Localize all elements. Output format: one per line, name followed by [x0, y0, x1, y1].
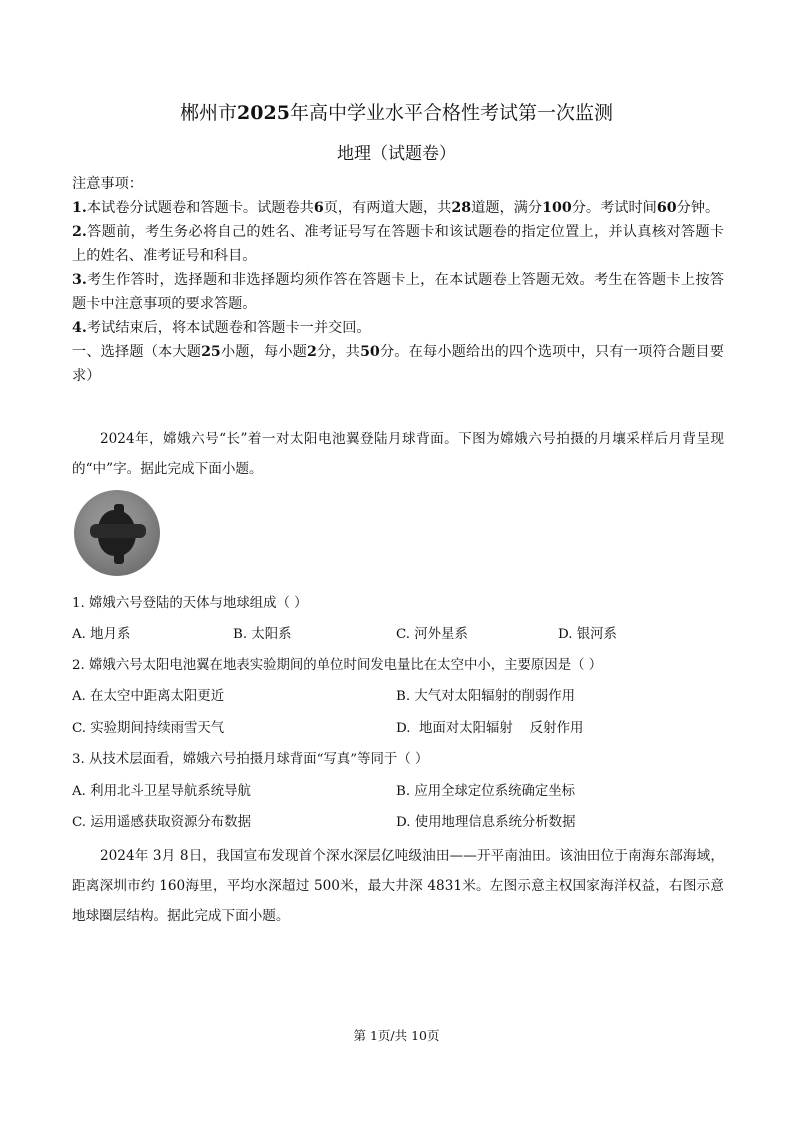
question-2-option-c[interactable]: C. 实验期间持续雨雪天气: [72, 721, 225, 736]
question-3-stem: 3. 从技术层面看，嫦娥六号拍摄月球背面“写真”等同于（ ）: [72, 752, 429, 767]
question-2-option-b[interactable]: B. 大气对太阳辐射的削弱作用: [396, 689, 576, 704]
question-3-option-d[interactable]: D. 使用地理信息系统分析数据: [396, 815, 576, 830]
moon-dark-bar: [90, 524, 146, 538]
notice-item-2: 2.答题前，考生务必将自己的姓名、准考证号写在答题卡和该试题卷的指定位置上，并认真核对答题卡上的姓名、准考证号和科目。: [72, 224, 724, 264]
section-1-heading: 一、选择题（本大题25小题，每小题2分，共50分。在每小题给出的四个选项中，只有一项符合题目要求）: [72, 344, 724, 384]
question-1-option-d[interactable]: D. 银河系: [558, 627, 617, 642]
question-3-option-c[interactable]: C. 运用遥感获取资源分布数据: [72, 815, 251, 830]
notice-section: [72, 172, 724, 388]
question-1-option-c[interactable]: C. 河外星系: [396, 627, 468, 642]
question-1-option-b[interactable]: B. 太阳系: [233, 627, 292, 642]
notice-item-3: 3.考生作答时，选择题和非选择题均须作答在答题卡上，在本试题卷上答题无效。考生在答题卡上按答题卡中注意事项的要求答题。: [72, 272, 724, 312]
question-3-option-a[interactable]: A. 利用北斗卫星导航系统导航: [72, 784, 251, 799]
question-2-option-d[interactable]: D. 地面对太阳辐射 反射作用: [396, 721, 584, 736]
intro-paragraph-2: 2024年 3月 8日，我国宣布发现首个深水深层亿吨级油田——开平南油田。该油田位于南海东部海域，距离深圳市约 160海里，平均水深超过 500米，最大井深 4831米。左图示意主权国家海洋权益，右图示意地球圈层结构。据此完成下面小题。: [72, 848, 724, 924]
page-subtitle: 地理（试题卷）: [337, 144, 456, 164]
intro-paragraph-1: 2024年，嫦娥六号“长”着一对太阳电池翼登陆月球背面。下图为嫦娥六号拍摄的月壤采样后月背呈现的“中”字。据此完成下面小题。: [72, 431, 724, 477]
question-1-stem: 1. 嫦娥六号登陆的天体与地球组成（ ）: [72, 596, 308, 611]
page-footer: 第 1页/共 10页: [353, 1028, 440, 1043]
moon-sample-photo: [74, 490, 160, 576]
notice-item-1: 1.本试卷分试题卷和答题卡。试题卷共6页，有两道大题，共28道题，满分100分。考试时间60分钟。: [72, 200, 720, 216]
notice-heading: 注意事项：: [72, 176, 143, 192]
question-2-stem: 2. 嫦娥六号太阳电池翼在地表实验期间的单位时间发电量比在太空中小，主要原因是（ ）: [72, 658, 603, 673]
notice-item-4: 4.考试结束后，将本试题卷和答题卡一并交回。: [72, 320, 371, 336]
question-1-option-a[interactable]: A. 地月系: [72, 627, 131, 642]
page-title: 郴州市2025年高中学业水平合格性考试第一次监测: [180, 102, 613, 124]
question-2-option-a[interactable]: A. 在太空中距离太阳更近: [72, 689, 225, 704]
question-3-option-b[interactable]: B. 应用全球定位系统确定坐标: [396, 784, 576, 799]
